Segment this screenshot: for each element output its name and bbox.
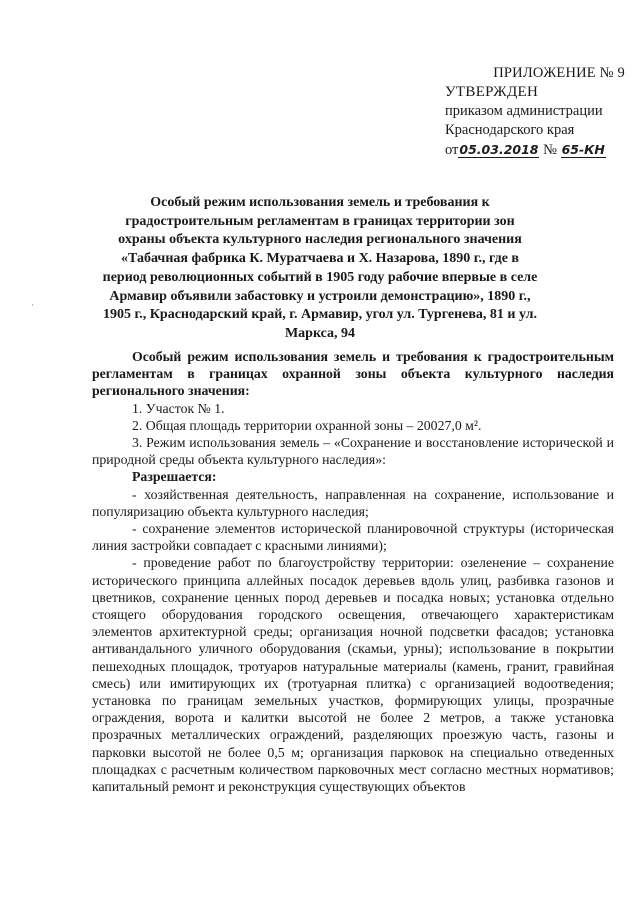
order-line-1: приказом администрации: [445, 103, 603, 119]
document-body: [92, 348, 614, 795]
intro-paragraph: Особый режим использования земель и требования к градостроительным регламентам в границах охранной зоны объекта культурного наследия регионального значения:: [92, 349, 614, 399]
item-2: 2. Общая площадь территории охранной зоны – 20027,0 м².: [132, 417, 482, 433]
document-title: Особый режим использования земель и требования к градостроительным регламентам в границах территории зон охраны объекта культурного наследия регионального значения «Табачная фабрика К. Муратчаева и Х. Назарова, 1890 г., где в период революционных событий в 1905 году рабочие впервые в селе Армавир объявили забастовку и устроили демонстрацию», 1890 г., 1905 г., Краснодарский край, г. Армавир, угол ул. Тургенева, 81 и ул. Маркса, 94: [102, 195, 538, 341]
item-3: 3. Режим использования земель – «Сохранение и восстановление исторической и природной среды объекта культурного наследия»:: [92, 435, 614, 468]
approved-label: УТВЕРЖДЕН: [445, 84, 539, 100]
order-number: 65-КН: [561, 142, 605, 157]
allowed-heading: Разрешается:: [132, 469, 217, 485]
order-date-line: [445, 140, 635, 160]
appendix-number: ПРИЛОЖЕНИЕ № 9: [493, 65, 625, 81]
bullet-3: - проведение работ по благоустройству территории: озеленение – сохранение исторического принципа аллейных посадок деревьев вдоль улиц, разбивка газонов и цветников, сохранение ценных пород деревьев и посадка новых; установка отдельно стоящего оборудования городского освещения, отвечающего характеристикам элементов архитектурной среды; организация ночной подсветки фасадов; установка антивандального уличного оборудования (скамьи, урны); использование в покрытии пешеходных площадок, тротуаров натуральные материалы (камень, гранит, гравийная смесь) или имитирующих их (тротуарная плитка) с организацией водоотведения; установка по границам земельных участков, формирующих улицы, прозрачные ограждения, ворота и калитки высотой не более 2 метров, а также установка прозрачных металлических ограждений, разделяющих проезжую часть, газоны и парковки высотой не более 0,5 м; организация парковок на специально отведенных площадках с расчетным количеством парковочных мест согласно местных нормативов; капитальный ремонт и реконструкция существующих объектов: [92, 555, 614, 795]
order-date: 05.03.2018: [459, 142, 539, 157]
bullet-2: - сохранение элементов исторической планировочной структуры (историческая линия застройки совпадает с красными линиями);: [92, 521, 614, 554]
order-line-2: Краснодарского края: [445, 122, 575, 138]
approval-block: [445, 64, 635, 160]
bullet-1: - хозяйственная деятельность, направленная на сохранение, использование и популяризацию объекта культурного наследия;: [92, 486, 614, 519]
number-prefix: №: [543, 142, 557, 158]
margin-mark: ·: [31, 300, 34, 310]
item-1: 1. Участок № 1.: [132, 400, 225, 416]
date-prefix: от: [445, 142, 459, 158]
